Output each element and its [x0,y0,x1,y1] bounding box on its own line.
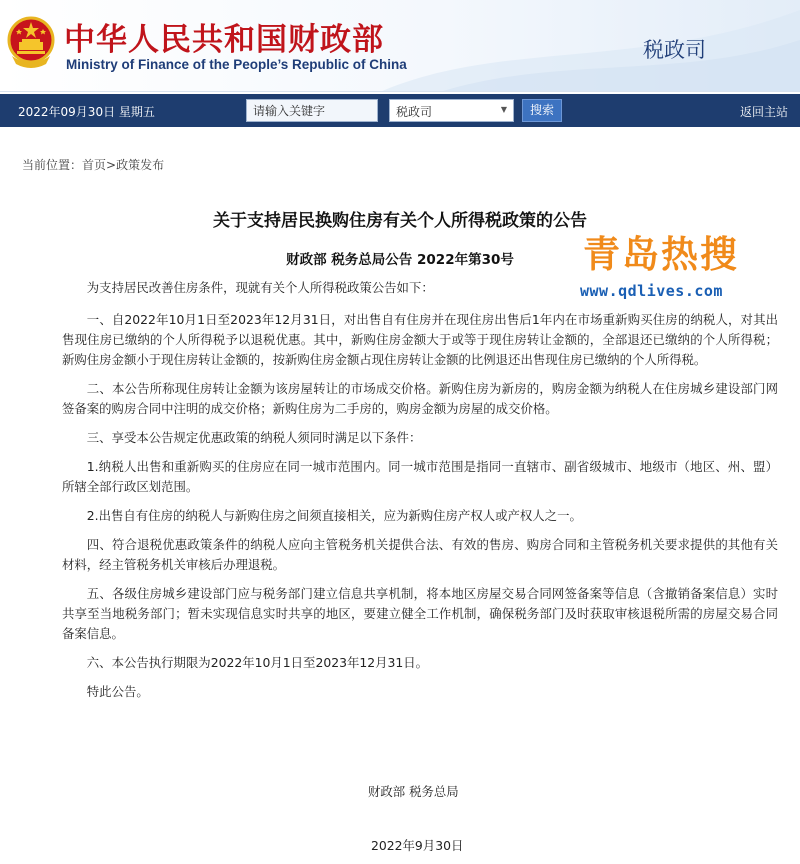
article-closing: 特此公告。 [86,684,149,699]
article-paragraph-2: 二、本公告所称现住房转让金额为该房屋转让的市场成交价格。新购住房为新房的，购房金额为纳税人在住房城乡建设部门网签备案的购房合同中注明的成交价格；新购住房为二手房的，购房金额为房屋的成交价格。 [62,381,778,416]
article-intro: 为支持居民改善住房条件，现就有关个人所得税政策公告如下： [86,280,434,295]
article-subtitle: 财政部 税务总局公告 2022年第30号 [286,252,514,268]
breadcrumb-current-link[interactable]: 政策发布 [116,158,165,172]
breadcrumb-separator: > [106,158,117,172]
article-paragraph-3-1: 1.纳税人出售和重新购买的住房应在同一城市范围内。同一城市范围是指同一直辖市、副省级城市、地级市（地区、州、盟）所辖全部行政区划范围。 [62,459,778,494]
chevron-down-icon: ▼ [500,105,507,114]
article-title: 关于支持居民换购住房有关个人所得税政策的公告 [213,211,587,231]
breadcrumb-home-link[interactable]: 首页 [82,158,107,172]
nav-bar [0,94,800,127]
national-emblem-icon [6,14,56,70]
department-select[interactable] [389,99,514,122]
breadcrumb-prefix: 当前位置： [22,158,83,172]
search-button[interactable]: 搜索 [522,99,562,122]
breadcrumb [22,156,164,173]
article-paragraph-6: 六、本公告执行期限为2022年10月1日至2023年12月31日。 [86,655,429,670]
department-select-value: 税政司 [396,105,433,119]
department-name: 税政司 [643,38,706,62]
article-body [62,278,778,711]
article-signature: 财政部 税务总局 [368,784,459,799]
article-paragraph-4: 四、符合退税优惠政策条件的纳税人应向主管税务机关提供合法、有效的售房、购房合同和主管税务机关要求提供的其他有关材料，经主管税务机关审核后办理退税。 [62,537,778,572]
return-home-link[interactable]: 返回主站 [740,105,789,119]
site-title-en: Ministry of Finance of the People’s Republic of China [66,57,407,72]
article-paragraph-3: 三、享受本公告规定优惠政策的纳税人须同时满足以下条件： [86,430,422,445]
article-date: 2022年9月30日 [371,838,464,853]
watermark-text: 青岛热搜 [583,233,739,276]
site-title-cn: 中华人民共和国财政部 [64,22,384,58]
search-input[interactable] [246,99,378,122]
article-paragraph-1: 一、自2022年10月1日至2023年12月31日，对出售自有住房并在现住房出售后1年内在市场重新购买住房的纳税人，对其出售现住房已缴纳的个人所得税予以退税优惠。其中，新购住房金额大于或等于现住房转让金额的，全部退还已缴纳的个人所得税；新购住房金额小于现住房转让金额的，按新购住房金额占现住房转让金额的比例退还出售现住房已缴纳的个人所得税。 [62,312,778,367]
site-header [0,0,800,92]
current-date: 2022年09月30日 星期五 [18,105,155,119]
header-decoration [380,0,800,92]
article-paragraph-3-2: 2.出售自有住房的纳税人与新购住房之间须直接相关，应为新购住房产权人或产权人之一。 [86,508,582,523]
watermark-url: www.qdlives.com [580,282,723,300]
article-paragraph-5: 五、各级住房城乡建设部门应与税务部门建立信息共享机制，将本地区房屋交易合同网签备案等信息（含撤销备案信息）实时共享至当地税务部门；暂未实现信息实时共享的地区，要建立健全工作机制，确保税务部门及时获取审核退税所需的房屋交易合同备案信息。 [62,586,778,641]
